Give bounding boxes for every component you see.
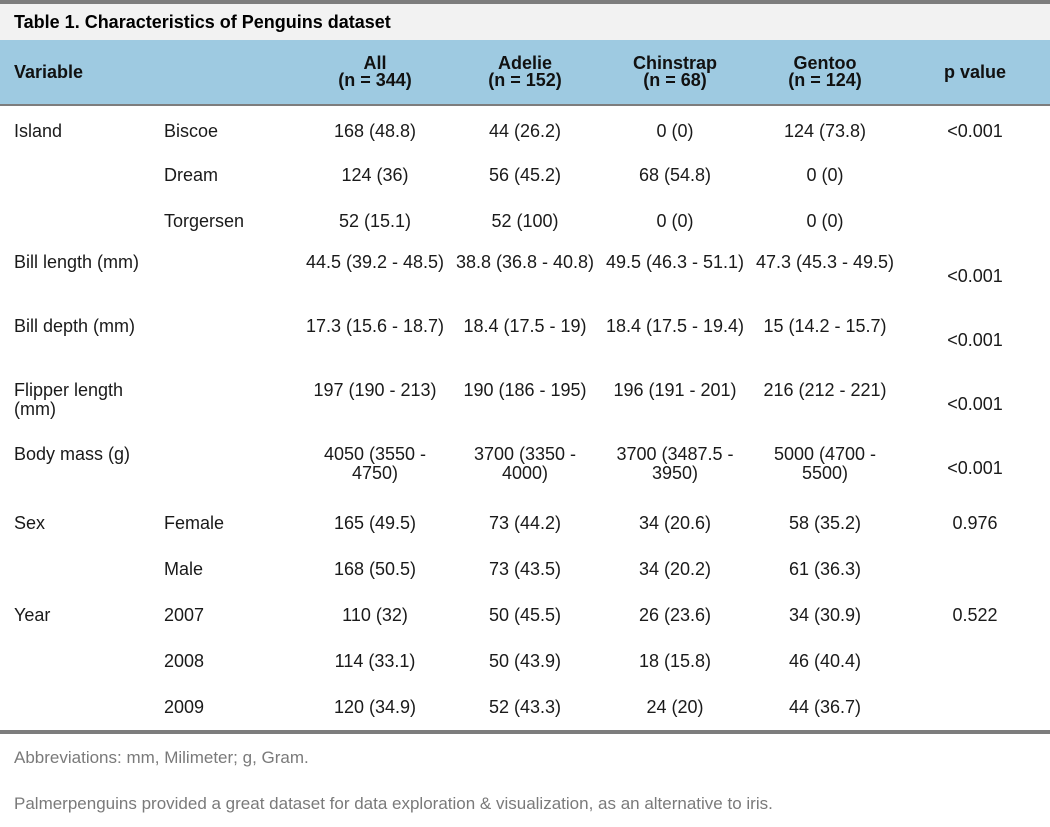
header-gentoo-n: (n = 124) xyxy=(788,70,862,90)
row-level: 2008 xyxy=(164,650,205,671)
cell-pvalue: <0.001 xyxy=(947,329,1003,350)
table-row xyxy=(0,198,1050,244)
header-adelie-n: (n = 152) xyxy=(488,70,562,90)
cell-adelie: 50 (43.9) xyxy=(488,650,562,671)
cell-all: 17.3 (15.6 - 18.7) xyxy=(305,316,445,336)
header-variable: Variable xyxy=(14,61,84,82)
footnote-abbreviations: Abbreviations: mm, Milimeter; g, Gram. xyxy=(14,748,309,767)
table-row xyxy=(0,308,1050,372)
cell-chinstrap: 196 (191 - 201) xyxy=(613,380,737,400)
cell-all: 4050 (3550 - 4750) xyxy=(323,444,427,483)
row-level: Dream xyxy=(164,164,219,185)
table-row xyxy=(0,372,1050,436)
cell-pvalue xyxy=(900,546,1050,592)
header-adelie-name: Adelie xyxy=(497,53,553,73)
row-variable: Flipper length (mm) xyxy=(14,380,124,419)
footnote-source: Palmerpenguins provided a great dataset for data exploration & visualization, as an alternative to iris. xyxy=(14,794,773,813)
cell-chinstrap: 34 (20.6) xyxy=(638,512,712,533)
cell-chinstrap: 49.5 (46.3 - 51.1) xyxy=(605,252,745,272)
header-gentoo-name: Gentoo xyxy=(793,53,857,73)
cell-gentoo: 216 (212 - 221) xyxy=(763,380,887,400)
row-level xyxy=(150,372,300,436)
cell-adelie: 3700 (3350 - 4000) xyxy=(473,444,577,483)
cell-gentoo: 61 (36.3) xyxy=(788,558,862,579)
cell-adelie: 56 (45.2) xyxy=(488,164,562,185)
cell-adelie: 50 (45.5) xyxy=(488,604,562,625)
cell-adelie: 38.8 (36.8 - 40.8) xyxy=(455,252,595,272)
header-chinstrap-name: Chinstrap xyxy=(632,53,717,73)
row-level xyxy=(150,308,300,372)
cell-gentoo: 0 (0) xyxy=(806,164,844,185)
row-level: Female xyxy=(164,512,225,533)
cell-all: 165 (49.5) xyxy=(333,512,417,533)
row-variable xyxy=(0,152,150,198)
row-variable: Bill length (mm) xyxy=(14,252,140,272)
cell-pvalue: 0.522 xyxy=(952,604,998,625)
table-row xyxy=(0,684,1050,730)
header-chinstrap xyxy=(600,40,750,104)
row-variable: Year xyxy=(14,604,51,625)
cell-chinstrap: 68 (54.8) xyxy=(638,164,712,185)
row-level: Male xyxy=(164,558,204,579)
cell-pvalue: 0.976 xyxy=(952,512,998,533)
cell-pvalue: <0.001 xyxy=(947,120,1003,141)
cell-all: 168 (50.5) xyxy=(333,558,417,579)
cell-chinstrap: 3700 (3487.5 - 3950) xyxy=(616,444,734,483)
table-row xyxy=(0,152,1050,198)
cell-pvalue xyxy=(900,684,1050,730)
header-pvalue: p value xyxy=(943,61,1007,82)
cell-gentoo: 44 (36.7) xyxy=(788,696,862,717)
cell-pvalue: <0.001 xyxy=(947,457,1003,478)
table-row xyxy=(0,106,1050,152)
header-all xyxy=(300,40,450,104)
cell-gentoo: 5000 (4700 - 5500) xyxy=(773,444,877,483)
cell-gentoo: 46 (40.4) xyxy=(788,650,862,671)
cell-all: 124 (36) xyxy=(341,164,409,185)
row-variable xyxy=(0,546,150,592)
row-level: 2007 xyxy=(164,604,205,625)
row-variable: Bill depth (mm) xyxy=(14,316,136,336)
row-level: Torgersen xyxy=(164,210,245,231)
cell-adelie: 73 (44.2) xyxy=(488,512,562,533)
cell-gentoo: 47.3 (45.3 - 49.5) xyxy=(755,252,895,272)
header-chinstrap-n: (n = 68) xyxy=(643,70,707,90)
header-level xyxy=(150,40,300,104)
row-variable xyxy=(0,638,150,684)
cell-chinstrap: 18 (15.8) xyxy=(638,650,712,671)
header-all-n: (n = 344) xyxy=(338,70,412,90)
cell-gentoo: 58 (35.2) xyxy=(788,512,862,533)
table-row xyxy=(0,244,1050,308)
cell-chinstrap: 0 (0) xyxy=(656,210,694,231)
row-level xyxy=(150,436,300,500)
row-variable: Sex xyxy=(14,512,46,533)
cell-pvalue xyxy=(900,152,1050,198)
characteristics-table xyxy=(0,40,1050,730)
cell-all: 114 (33.1) xyxy=(334,650,416,671)
table-row xyxy=(0,592,1050,638)
cell-gentoo: 34 (30.9) xyxy=(788,604,862,625)
table-row xyxy=(0,638,1050,684)
table-header-row xyxy=(0,40,1050,104)
cell-gentoo: 0 (0) xyxy=(806,210,844,231)
cell-adelie: 44 (26.2) xyxy=(488,120,562,141)
row-variable: Island xyxy=(14,120,63,141)
cell-all: 52 (15.1) xyxy=(338,210,412,231)
cell-adelie: 52 (100) xyxy=(491,210,559,231)
cell-chinstrap: 24 (20) xyxy=(646,696,704,717)
table-row xyxy=(0,500,1050,546)
cell-pvalue: <0.001 xyxy=(947,393,1003,414)
cell-chinstrap: 26 (23.6) xyxy=(638,604,712,625)
cell-adelie: 190 (186 - 195) xyxy=(463,380,587,400)
cell-chinstrap: 18.4 (17.5 - 19.4) xyxy=(605,316,745,336)
cell-adelie: 52 (43.3) xyxy=(488,696,562,717)
cell-gentoo: 124 (73.8) xyxy=(783,120,867,141)
bottom-rule xyxy=(0,730,1050,734)
header-gentoo xyxy=(750,40,900,104)
row-level: 2009 xyxy=(164,696,205,717)
cell-all: 120 (34.9) xyxy=(333,696,417,717)
header-adelie xyxy=(450,40,600,104)
row-variable xyxy=(0,198,150,244)
cell-pvalue: <0.001 xyxy=(947,265,1003,286)
row-variable: Body mass (g) xyxy=(14,444,131,464)
header-all-name: All xyxy=(363,53,387,73)
cell-all: 44.5 (39.2 - 48.5) xyxy=(305,252,445,272)
cell-adelie: 18.4 (17.5 - 19) xyxy=(463,316,587,336)
table-row xyxy=(0,436,1050,500)
table-caption: Table 1. Characteristics of Penguins dataset xyxy=(0,4,1050,40)
row-level xyxy=(150,244,300,308)
cell-all: 168 (48.8) xyxy=(333,120,417,141)
cell-chinstrap: 34 (20.2) xyxy=(638,558,712,579)
table-row xyxy=(0,546,1050,592)
cell-all: 110 (32) xyxy=(342,604,408,625)
cell-gentoo: 15 (14.2 - 15.7) xyxy=(763,316,887,336)
cell-pvalue xyxy=(900,638,1050,684)
row-variable xyxy=(0,684,150,730)
cell-all: 197 (190 - 213) xyxy=(313,380,437,400)
row-level: Biscoe xyxy=(164,120,219,141)
cell-pvalue xyxy=(900,198,1050,244)
cell-chinstrap: 0 (0) xyxy=(656,120,694,141)
cell-adelie: 73 (43.5) xyxy=(488,558,562,579)
